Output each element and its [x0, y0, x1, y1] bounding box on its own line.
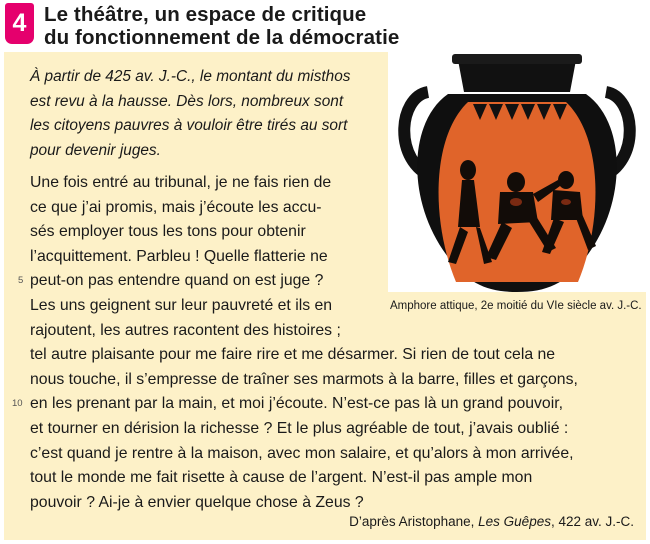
source-prefix: D’après Aristophane, — [349, 514, 479, 529]
text-line: c’est quand je rentre à la maison, avec mon salaire, et qu’alors à mon arrivée, — [30, 444, 574, 462]
text-line: et tourner en dérision la richesse ? Et le plus agréable de tout, j’avais oublié : — [30, 419, 569, 437]
text-line: ce que j’ai promis, mais j’écoute les accu- — [30, 198, 322, 216]
text-line: Une fois entré au tribunal, je ne fais rien de — [30, 174, 332, 191]
image-caption: Amphore attique, 2e moitié du VIe siècle av. J.-C. — [390, 300, 642, 312]
text-line: tout le monde me fait risette à cause de l’argent. N’est-il pas ample mon — [30, 469, 533, 487]
text-line: sés employer tous les tons pour obtenir — [30, 223, 306, 241]
intro-line: À partir de 425 av. J.-C., le montant du misthos — [30, 68, 351, 85]
line-number-10: 10 — [12, 398, 23, 409]
source-work-title: Les Guêpes — [478, 514, 551, 529]
title-line-2: du fonctionnement de la démocratie — [44, 26, 400, 49]
intro-line: est revu à la hausse. Dès lors, nombreux sont — [30, 92, 344, 110]
intro-line: pour devenir juges. — [30, 141, 161, 159]
source-suffix: , 422 av. J.-C. — [550, 514, 634, 529]
text-line: pouvoir ? Ai-je à envier quelque chose à Zeus ? — [30, 493, 364, 511]
section-title — [44, 3, 399, 49]
quote-text — [30, 171, 578, 515]
text-line: en les prenant par la main, et moi j’écoute. N’est-ce pas là un grand pouvoir, — [30, 395, 564, 413]
intro-line: les citoyens pauvres à vouloir être tirés au sort — [30, 117, 348, 135]
text-line: peut-on pas entendre quand on est juge ? — [30, 272, 324, 290]
section-number-badge: 4 — [5, 3, 34, 44]
text-line: rajoutent, les autres racontent des histoires ; — [30, 321, 341, 339]
title-line-1: Le théâtre, un espace de critique — [44, 3, 367, 26]
text-line: Les uns geignent sur leur pauvreté et ils en — [30, 296, 333, 314]
text-line: tel autre plaisante pour me faire rire et me désarmer. Si rien de tout cela ne — [30, 346, 556, 364]
source-citation — [349, 514, 634, 529]
text-line: nous touche, il s’empresse de traîner ses marmots à la barre, filles et garçons, — [30, 370, 578, 388]
text-line: l’acquittement. Parbleu ! Quelle flatterie ne — [30, 247, 328, 265]
intro-text — [30, 65, 380, 163]
line-number-5: 5 — [18, 275, 24, 286]
